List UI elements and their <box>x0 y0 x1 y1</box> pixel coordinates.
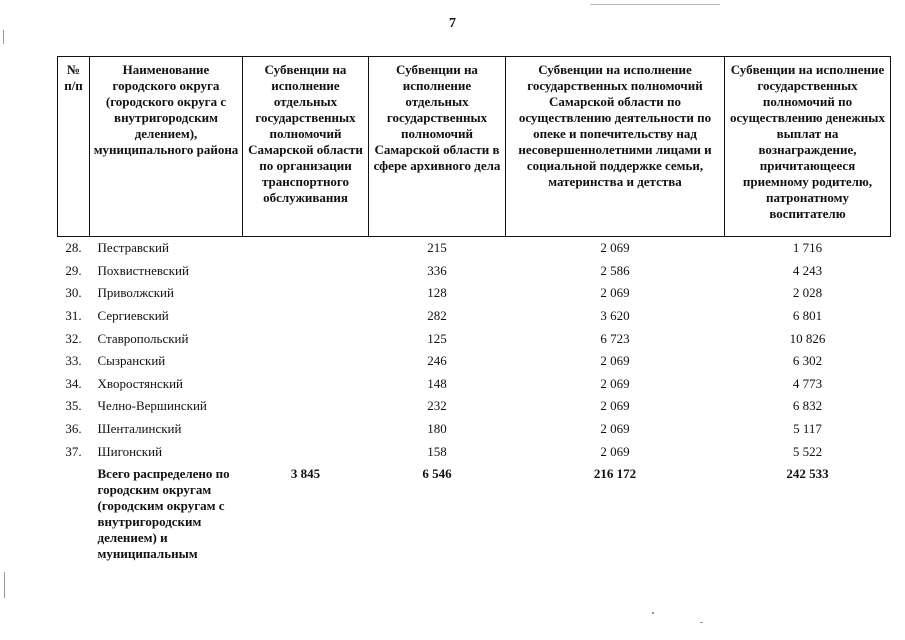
guardianship-value: 2 069 <box>600 375 630 391</box>
header-transport-subvention: Субвенции на исполнение отдельных государственных полномочий Самарской области по организации транспортного обслуживания <box>243 57 369 237</box>
payments-value: 4 773 <box>792 375 823 391</box>
table-row <box>58 260 891 283</box>
payments-value: 4 243 <box>792 262 823 278</box>
municipality-name: Хворостянский <box>97 375 183 391</box>
row-number: 30. <box>65 285 82 301</box>
municipality-name: Похвистневский <box>97 262 189 278</box>
payments-value: 10 826 <box>789 330 826 346</box>
scan-artifact <box>652 612 654 614</box>
municipality-name: Сергиевский <box>97 308 169 324</box>
row-number: 28. <box>65 240 82 256</box>
table-row <box>58 418 891 441</box>
guardianship-value: 2 069 <box>600 285 630 301</box>
transport-value <box>243 327 369 350</box>
table-header <box>58 57 891 237</box>
municipality-name: Шенталинский <box>97 421 182 437</box>
guardianship-value: 2 586 <box>600 262 630 278</box>
header-municipality: Наименование городского округа (городского округа с внутригородским делением), муниципального района <box>90 57 243 237</box>
guardianship-value: 2 069 <box>600 443 630 459</box>
payments-value: 6 832 <box>792 398 823 414</box>
guardianship-value: 2 069 <box>600 240 630 256</box>
archive-value: 125 <box>427 330 447 346</box>
guardianship-value: 3 620 <box>600 308 630 324</box>
archive-value: 336 <box>427 262 447 278</box>
scan-top-rule <box>590 4 720 5</box>
guardianship-value: 6 723 <box>600 330 630 346</box>
scan-artifact <box>700 622 703 623</box>
archive-value: 232 <box>427 398 447 414</box>
municipality-name: Ставропольский <box>97 330 189 346</box>
header-guardianship-subvention: Субвенции на исполнение государственных полномочий Самарской области по осуществлению деятельности по опеке и попечительству над несовершеннолетними лицами и социальной поддержке семьи, материнства и детства <box>506 57 725 237</box>
archive-value: 128 <box>427 285 447 301</box>
payments-value: 2 028 <box>792 285 823 301</box>
transport-value <box>243 237 369 260</box>
municipality-name: Сызранский <box>97 353 166 369</box>
payments-value: 6 302 <box>792 353 823 369</box>
archive-value: 158 <box>427 443 447 459</box>
total-guardianship: 216 172 <box>593 465 637 481</box>
payments-value: 1 716 <box>792 240 823 256</box>
table-row <box>58 237 891 260</box>
subventions-table-container <box>57 56 891 562</box>
guardianship-value: 2 069 <box>600 353 630 369</box>
transport-value <box>243 418 369 441</box>
table-row <box>58 395 891 418</box>
total-archive: 6 546 <box>422 465 452 481</box>
table-row <box>58 440 891 463</box>
transport-value <box>243 350 369 373</box>
archive-value: 246 <box>427 353 447 369</box>
row-number: 32. <box>65 330 82 346</box>
header-foster-payments-subvention: Субвенции на исполнение государственных полномочий по осуществлению денежных выплат на вознаграждение, причитающееся приемному родителю, патронатному воспитателю <box>725 57 891 237</box>
transport-value <box>243 260 369 283</box>
total-transport: 3 845 <box>290 465 321 481</box>
total-row-number <box>58 463 90 562</box>
archive-value: 215 <box>427 240 447 256</box>
guardianship-value: 2 069 <box>600 421 630 437</box>
transport-value <box>243 282 369 305</box>
archive-value: 180 <box>427 421 447 437</box>
table-body <box>58 237 891 562</box>
row-number: 33. <box>65 353 82 369</box>
payments-value: 5 117 <box>793 421 822 437</box>
transport-value <box>243 440 369 463</box>
header-row <box>58 57 891 237</box>
header-number: № п/п <box>58 57 90 237</box>
total-row <box>58 463 891 562</box>
row-number: 34. <box>65 375 82 391</box>
table-row <box>58 373 891 396</box>
row-number: 35. <box>65 398 82 414</box>
transport-value <box>243 395 369 418</box>
archive-value: 148 <box>427 375 447 391</box>
table-row <box>58 305 891 328</box>
transport-value <box>243 373 369 396</box>
archive-value: 282 <box>427 308 447 324</box>
payments-value: 5 522 <box>792 443 823 459</box>
municipality-name: Челно-Вершинский <box>97 398 207 414</box>
table-row <box>58 282 891 305</box>
scan-artifact <box>4 572 5 598</box>
municipality-name: Шигонский <box>97 443 163 459</box>
page-number: 7 <box>449 16 456 31</box>
payments-value: 6 801 <box>792 308 823 324</box>
guardianship-value: 2 069 <box>600 398 630 414</box>
row-number: 37. <box>65 443 82 459</box>
row-number: 31. <box>65 308 82 324</box>
subventions-table <box>57 56 891 562</box>
total-label: Всего распределено по городским округам (городским округам с внутригородским делением) и муниципальным <box>97 465 230 561</box>
scan-artifact <box>3 30 4 44</box>
row-number: 36. <box>65 421 82 437</box>
total-payments: 242 533 <box>786 465 829 481</box>
municipality-name: Приволжский <box>97 285 174 301</box>
municipality-name: Пестравский <box>97 240 169 256</box>
row-number: 29. <box>65 262 82 278</box>
transport-value <box>243 305 369 328</box>
table-row <box>58 327 891 350</box>
table-row <box>58 350 891 373</box>
header-archive-subvention: Субвенции на исполнение отдельных государственных полномочий Самарской области в сфере архивного дела <box>369 57 506 237</box>
